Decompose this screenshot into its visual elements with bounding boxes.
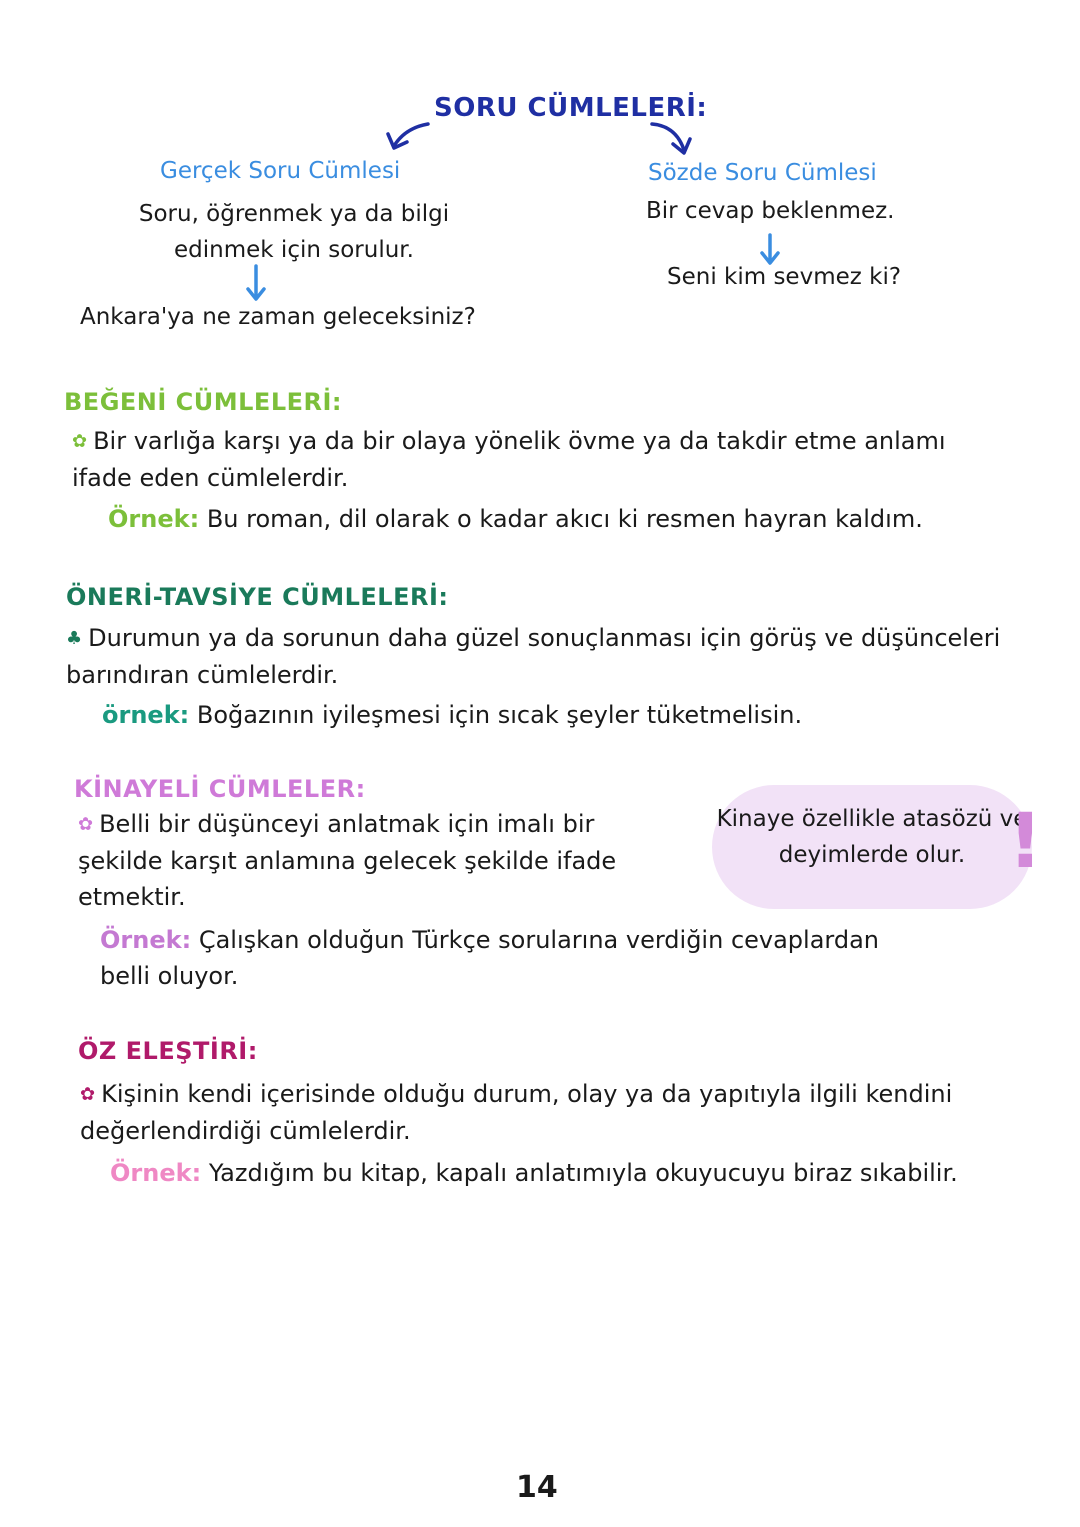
section-title-soru: SORU CÜMLELERİ: — [434, 93, 708, 123]
example-label: Örnek: — [108, 505, 200, 533]
curve-arrow-right-icon — [652, 124, 684, 150]
begeni-body — [72, 423, 1012, 496]
exclamation-icon: ! — [1008, 796, 1043, 885]
oneri-text: Durumun ya da sorunun daha güzel sonuçlanması için görüş ve düşünceleri barındıran cümlelerdir. — [66, 624, 1001, 689]
begeni-example — [108, 501, 923, 537]
oz-elestiri-text: Kişinin kendi içerisinde olduğu durum, olay ya da yapıtıyla ilgili kendini değerlendirdiği cümlelerdir. — [80, 1080, 953, 1145]
kinaye-text: Belli bir düşünceyi anlatmak için imalı bir şekilde karşıt anlamına gelecek şekilde ifade etmektir. — [78, 810, 617, 911]
oz-elestiri-example — [110, 1155, 958, 1191]
clover-bullet-icon: ♣ — [66, 628, 83, 649]
kinaye-body — [78, 806, 678, 915]
curve-arrow-left-icon — [394, 124, 428, 146]
flower-bullet-icon: ✿ — [78, 814, 94, 835]
section-title-kinaye: KİNAYELİ CÜMLELER: — [74, 775, 366, 803]
example-label: örnek: — [102, 701, 190, 729]
gercek-soru-title: Gerçek Soru Cümlesi — [160, 158, 401, 184]
example-text: Yazdığım bu kitap, kapalı anlatımıyla okuyucuyu biraz sıkabilir. — [208, 1159, 958, 1187]
oneri-example — [102, 697, 802, 733]
section-title-oneri: ÖNERİ-TAVSİYE CÜMLELERİ: — [66, 583, 449, 611]
example-text: Boğazının iyileşmesi için sıcak şeyler tüketmelisin. — [196, 701, 803, 729]
section-title-begeni: BEĞENİ CÜMLELERİ: — [64, 388, 343, 416]
flower-bullet-icon: ✿ — [80, 1084, 96, 1105]
oz-elestiri-body — [80, 1076, 1020, 1149]
oneri-body — [66, 620, 1046, 693]
example-label: Örnek: — [110, 1159, 202, 1187]
gercek-soru-desc: Soru, öğrenmek ya da bilgi edinmek için sorulur. — [138, 201, 450, 263]
sozde-soru-example: Seni kim sevmez ki? — [667, 264, 902, 290]
kinaye-note: Kinaye özellikle atasözü ve deyimlerde olur. — [716, 806, 1028, 868]
sozde-soru-desc: Bir cevap beklenmez. — [646, 198, 895, 224]
gercek-soru-example: Ankara'ya ne zaman geleceksiniz? — [80, 304, 476, 330]
example-text: Çalışkan olduğun Türkçe sorularına verdiğin cevaplardan belli oluyor. — [100, 926, 880, 990]
sozde-soru-title: Sözde Soru Cümlesi — [648, 160, 877, 186]
example-label: Örnek: — [100, 926, 192, 954]
example-text: Bu roman, dil olarak o kadar akıcı ki resmen hayran kaldım. — [206, 505, 923, 533]
flower-bullet-icon: ✿ — [72, 431, 88, 452]
begeni-text: Bir varlığa karşı ya da bir olaya yönelik övme ya da takdir etme anlamı ifade eden cümlelerdir. — [72, 427, 946, 492]
section-title-oz-elestiri: ÖZ ELEŞTİRİ: — [78, 1037, 258, 1065]
kinaye-example — [100, 922, 920, 994]
page-number: 14 — [516, 1470, 558, 1505]
